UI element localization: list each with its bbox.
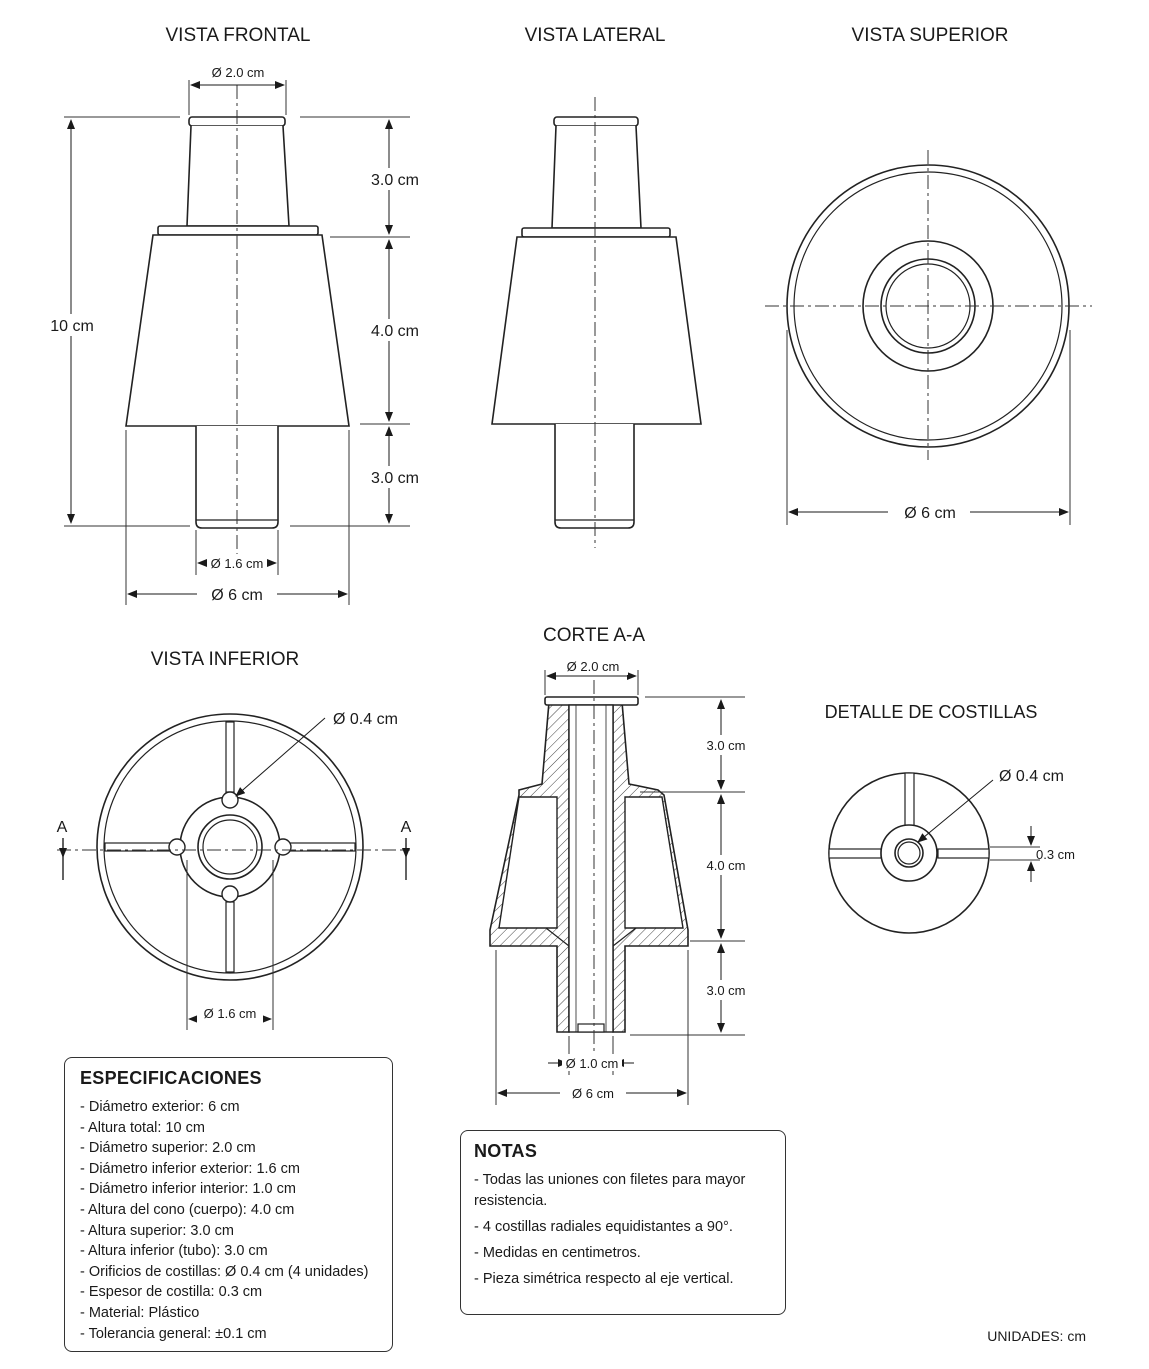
note-item: - 4 costillas radiales equidistantes a 90°. <box>474 1219 733 1235</box>
front-view-title: VISTA FRONTAL <box>165 25 311 46</box>
bottom-view <box>57 649 412 1030</box>
detail-hole-diameter-label: Ø 0.4 cm <box>999 768 1064 785</box>
front-upper-height-label: 3.0 cm <box>370 172 420 189</box>
spec-item: - Orificios de costillas: Ø 0.4 cm (4 unidades) <box>80 1263 369 1280</box>
note-item: - Pieza simétrica respecto al eje vertical. <box>474 1271 734 1287</box>
front-view <box>42 25 424 605</box>
front-lower-height-label: 3.0 cm <box>370 470 420 487</box>
top-view-title: VISTA SUPERIOR <box>851 25 1009 46</box>
specifications-list <box>80 1097 377 1344</box>
front-total-height-label: 10 cm <box>50 318 94 335</box>
top-view <box>765 25 1092 525</box>
spec-item: - Altura del cono (cuerpo): 4.0 cm <box>80 1201 295 1218</box>
bottom-hole-diameter-label: Ø 0.4 cm <box>333 711 398 728</box>
spec-item: - Altura total: 10 cm <box>80 1119 205 1136</box>
spec-item: - Diámetro superior: 2.0 cm <box>80 1140 256 1157</box>
spec-item: - Altura superior: 3.0 cm <box>80 1222 234 1239</box>
rib-detail-title: DETALLE DE COSTILLAS <box>824 702 1038 722</box>
front-tube-diameter-label: Ø 1.6 cm <box>210 556 264 571</box>
front-outer-diameter-label: Ø 6 cm <box>211 587 263 604</box>
front-cone-height-label: 4.0 cm <box>370 323 420 340</box>
spec-item: - Tolerancia general: ±0.1 cm <box>80 1325 267 1342</box>
side-view <box>492 25 701 548</box>
section-view-title: CORTE A-A <box>542 625 646 646</box>
notes-list <box>474 1170 772 1290</box>
specifications-box <box>64 1057 393 1352</box>
notes-title: NOTAS <box>474 1141 538 1161</box>
bottom-tube-diameter-label: Ø 1.6 cm <box>203 1006 257 1021</box>
spec-item: - Diámetro inferior interior: 1.0 cm <box>80 1181 296 1198</box>
spec-item: - Altura inferior (tubo): 3.0 cm <box>80 1243 268 1260</box>
top-outer-diameter-label: Ø 6 cm <box>904 505 956 522</box>
note-item: - Todas las uniones con filetes para mayor resistencia. <box>474 1172 746 1209</box>
spec-item: - Espesor de costilla: 0.3 cm <box>80 1284 263 1301</box>
note-item: - Medidas en centimetros. <box>474 1245 641 1261</box>
units-label: UNIDADES: cm <box>987 1328 1086 1344</box>
bottom-view-title: VISTA INFERIOR <box>150 649 300 670</box>
specifications-title: ESPECIFICACIONES <box>80 1068 262 1088</box>
section-lower-height-label: 3.0 cm <box>706 983 746 998</box>
section-view <box>490 625 754 1105</box>
spec-item: - Diámetro exterior: 6 cm <box>80 1099 240 1115</box>
rib-detail-view <box>825 702 1075 933</box>
side-view-title: VISTA LATERAL <box>524 25 666 46</box>
spec-item: - Material: Plástico <box>80 1304 200 1321</box>
section-top-diameter-label: Ø 2.0 cm <box>566 659 620 674</box>
front-top-diameter-label: Ø 2.0 cm <box>211 65 265 80</box>
section-upper-height-label: 3.0 cm <box>706 738 746 753</box>
spec-item: - Diámetro inferior exterior: 1.6 cm <box>80 1160 300 1177</box>
section-mark-right: A <box>400 819 412 836</box>
section-outer-diameter-label: Ø 6 cm <box>572 1086 614 1101</box>
section-cone-height-label: 4.0 cm <box>706 858 746 873</box>
section-bore-diameter-label: Ø 1.0 cm <box>565 1056 619 1071</box>
section-mark-left: A <box>56 819 68 836</box>
detail-rib-thickness-label: 0.3 cm <box>1036 847 1076 862</box>
notes-box <box>460 1130 786 1315</box>
